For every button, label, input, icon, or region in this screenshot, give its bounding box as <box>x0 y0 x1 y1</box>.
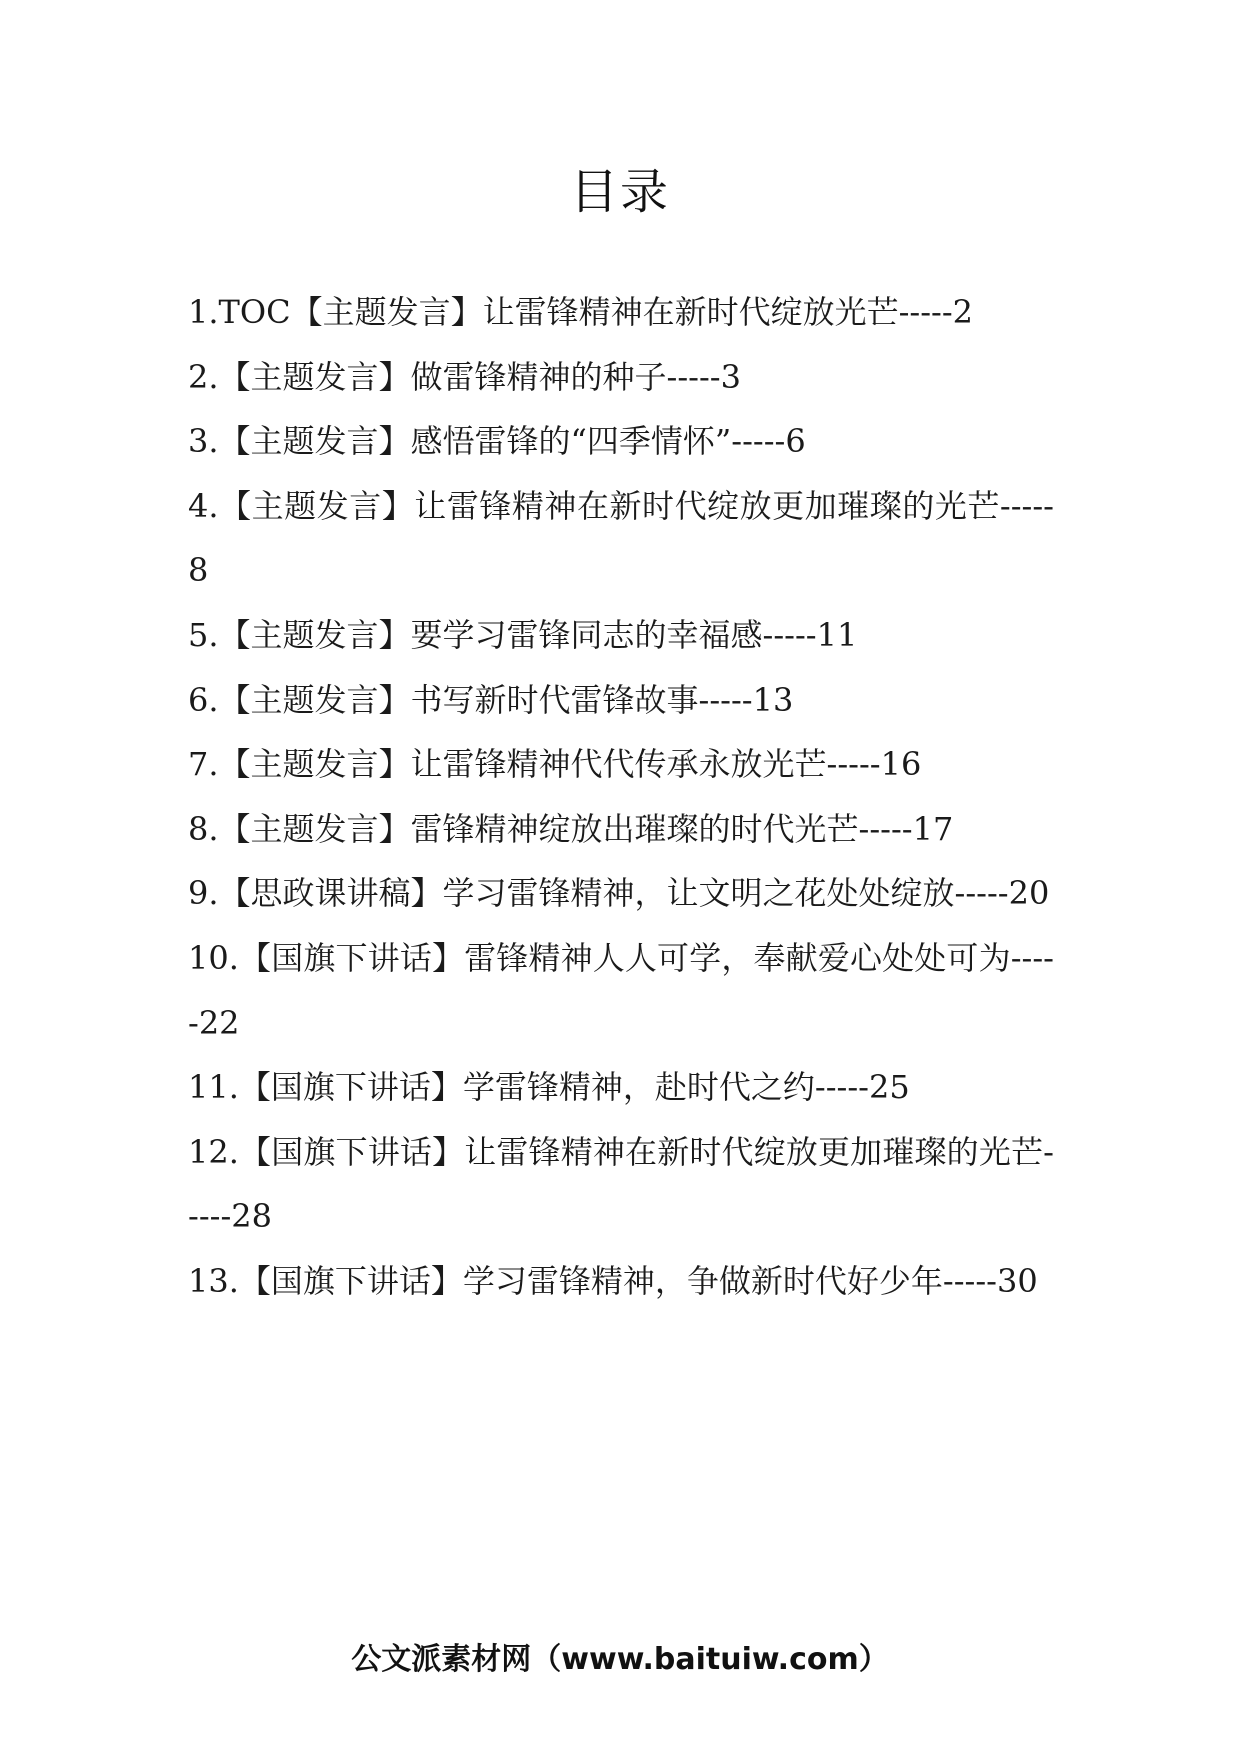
toc-entry[interactable]: 7.【主题发言】让雷锋精神代代传承永放光芒-----16 <box>188 745 922 784</box>
toc-entry[interactable]: 8.【主题发言】雷锋精神绽放出璀璨的时代光芒-----17 <box>188 809 954 848</box>
toc-entry[interactable]: 1.TOC【主题发言】让雷锋精神在新时代绽放光芒-----2 <box>188 293 974 331</box>
page-title: 目录 <box>569 164 670 220</box>
table-of-contents <box>188 280 1054 1314</box>
site-footer: 公文派素材网（www.baituiw.com） <box>351 1642 889 1677</box>
toc-entry[interactable]: 4.【主题发言】让雷锋精神在新时代绽放更加璀璨的光芒-----8 <box>188 486 1054 590</box>
toc-entry[interactable]: 6.【主题发言】书写新时代雷锋故事-----13 <box>188 680 794 719</box>
toc-entry[interactable]: 5.【主题发言】要学习雷锋同志的幸福感-----11 <box>188 615 858 654</box>
toc-entry[interactable]: 12.【国旗下讲话】让雷锋精神在新时代绽放更加璀璨的光芒-----28 <box>188 1132 1054 1236</box>
toc-entry[interactable]: 3.【主题发言】感悟雷锋的“四季情怀”-----6 <box>188 422 806 461</box>
toc-entry[interactable]: 13.【国旗下讲话】学习雷锋精神，争做新时代好少年-----30 <box>188 1261 1038 1300</box>
toc-entry[interactable]: 9.【思政课讲稿】学习雷锋精神，让文明之花处处绽放-----20 <box>188 874 1050 913</box>
toc-entry[interactable]: 10.【国旗下讲话】雷锋精神人人可学，奉献爱心处处可为-----22 <box>188 938 1054 1042</box>
toc-entry[interactable]: 2.【主题发言】做雷锋精神的种子-----3 <box>188 357 741 396</box>
toc-entry[interactable]: 11.【国旗下讲话】学雷锋精神，赴时代之约-----25 <box>188 1068 910 1107</box>
